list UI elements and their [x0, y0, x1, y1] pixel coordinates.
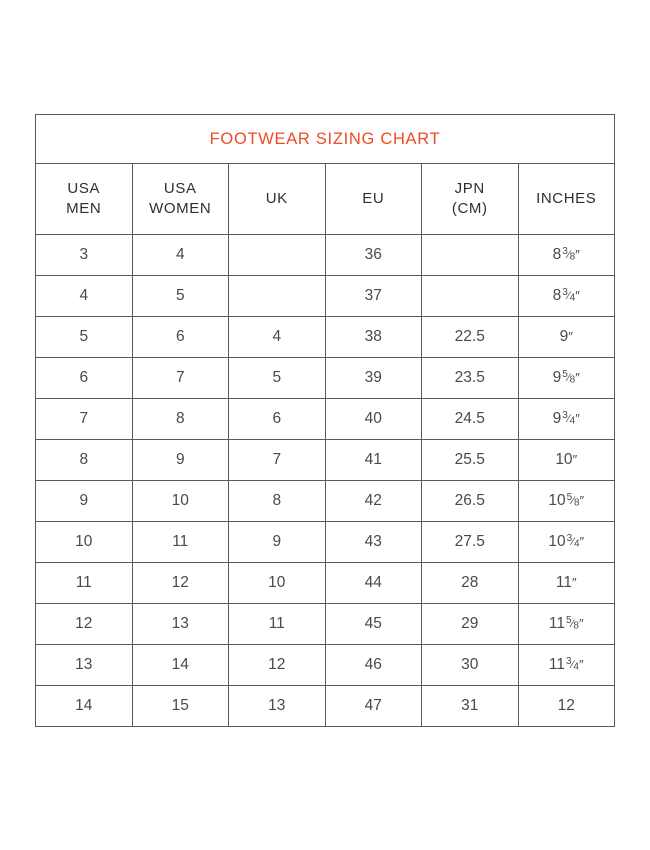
- inches-fraction-denominator: 8: [573, 620, 579, 632]
- cell-uk: 7: [229, 440, 326, 481]
- cell-inches: [518, 481, 615, 522]
- cell-usa-women: 14: [132, 645, 229, 686]
- table-row: [36, 563, 615, 604]
- column-header-4: [325, 164, 422, 235]
- cell-usa-men: 11: [36, 563, 133, 604]
- cell-usa-women: 8: [132, 399, 229, 440]
- inches-fraction-denominator: 4: [573, 538, 580, 550]
- sizing-table-body: [36, 115, 615, 727]
- table-row: [36, 399, 615, 440]
- cell-jpn: 30: [422, 645, 519, 686]
- cell-jpn: 27.5: [422, 522, 519, 563]
- fraction-slash-icon: ⁄: [572, 536, 574, 548]
- table-row: [36, 276, 615, 317]
- cell-eu: 46: [325, 645, 422, 686]
- inches-whole: 8: [552, 246, 562, 263]
- inch-mark: ″: [579, 534, 585, 549]
- chart-title: FOOTWEAR SIZING CHART: [36, 115, 615, 164]
- inches-fraction: [567, 493, 580, 508]
- inches-whole: 10: [548, 533, 566, 550]
- column-header-3: [229, 164, 326, 235]
- cell-inches: [518, 686, 615, 727]
- cell-inches: [518, 399, 615, 440]
- cell-usa-women: 15: [132, 686, 229, 727]
- inches-whole: 11: [548, 615, 565, 632]
- cell-eu: 38: [325, 317, 422, 358]
- fraction-slash-icon: ⁄: [567, 290, 570, 302]
- cell-usa-men: 14: [36, 686, 133, 727]
- cell-usa-men: 12: [36, 604, 133, 645]
- cell-usa-men: 3: [36, 235, 133, 276]
- inch-mark: ″: [568, 329, 573, 344]
- cell-usa-men: 13: [36, 645, 133, 686]
- column-header-5: [422, 164, 519, 235]
- cell-uk: 5: [229, 358, 326, 399]
- inches-fraction-numerator: 3: [566, 655, 572, 667]
- column-header-line1: UK: [265, 189, 288, 207]
- column-header-line2: (CM): [451, 200, 488, 217]
- inch-mark: ″: [575, 411, 580, 426]
- inches-fraction-numerator: 5: [566, 614, 572, 626]
- inches-whole: 9: [559, 328, 569, 345]
- inches-fraction-denominator: 4: [569, 292, 576, 304]
- column-header-line1: JPN: [454, 179, 485, 197]
- inch-mark: ″: [575, 288, 580, 303]
- cell-inches: [518, 276, 615, 317]
- cell-eu: 36: [325, 235, 422, 276]
- cell-inches: [518, 563, 615, 604]
- inches-fraction-numerator: 5: [566, 491, 573, 503]
- cell-eu: 42: [325, 481, 422, 522]
- inches-whole: 11: [548, 656, 565, 673]
- inches-whole: 10: [548, 492, 566, 509]
- inches-fraction-numerator: 5: [562, 368, 568, 380]
- cell-usa-men: 7: [36, 399, 133, 440]
- cell-jpn: 23.5: [422, 358, 519, 399]
- inches-fraction-denominator: 8: [569, 251, 576, 263]
- cell-usa-women: 10: [132, 481, 229, 522]
- inch-mark: ″: [575, 247, 580, 262]
- column-header-line2: MEN: [66, 200, 102, 217]
- inches-whole: 10: [555, 451, 573, 468]
- cell-inches: [518, 358, 615, 399]
- cell-inches: [518, 522, 615, 563]
- cell-uk: 13: [229, 686, 326, 727]
- inches-fraction-denominator: 8: [569, 374, 576, 386]
- column-header-line1: USA: [163, 179, 197, 197]
- cell-usa-men: 6: [36, 358, 133, 399]
- inches-fraction-numerator: 3: [562, 286, 568, 298]
- cell-eu: 47: [325, 686, 422, 727]
- cell-eu: 41: [325, 440, 422, 481]
- cell-uk: 6: [229, 399, 326, 440]
- fraction-slash-icon: ⁄: [572, 495, 574, 507]
- cell-usa-women: 11: [132, 522, 229, 563]
- cell-uk: 4: [229, 317, 326, 358]
- cell-eu: 39: [325, 358, 422, 399]
- inches-fraction: [562, 247, 575, 262]
- inches-fraction: [566, 616, 579, 631]
- column-header-line2: WOMEN: [149, 200, 212, 217]
- cell-jpn: 24.5: [422, 399, 519, 440]
- inches-fraction: [567, 534, 580, 549]
- inches-fraction-numerator: 3: [566, 532, 573, 544]
- cell-eu: 44: [325, 563, 422, 604]
- table-row: [36, 440, 615, 481]
- table-row: [36, 522, 615, 563]
- cell-uk: 9: [229, 522, 326, 563]
- title-row: [36, 115, 615, 164]
- cell-inches: [518, 317, 615, 358]
- fraction-slash-icon: ⁄: [567, 413, 570, 425]
- cell-eu: 40: [325, 399, 422, 440]
- cell-usa-women: 6: [132, 317, 229, 358]
- cell-eu: 45: [325, 604, 422, 645]
- cell-usa-women: 5: [132, 276, 229, 317]
- fraction-slash-icon: ⁄: [567, 249, 570, 261]
- cell-usa-women: 12: [132, 563, 229, 604]
- inches-fraction-denominator: 4: [569, 415, 576, 427]
- cell-eu: 43: [325, 522, 422, 563]
- table-row: [36, 235, 615, 276]
- column-header-line1: USA: [67, 179, 101, 197]
- column-header-2: [132, 164, 229, 235]
- cell-jpn: 26.5: [422, 481, 519, 522]
- inches-fraction: [566, 657, 579, 672]
- inch-mark: ″: [578, 657, 584, 672]
- inches-fraction: [562, 411, 575, 426]
- fraction-slash-icon: ⁄: [567, 372, 570, 384]
- inches-fraction-numerator: 3: [562, 409, 568, 421]
- inches-whole: 9: [552, 369, 562, 386]
- cell-usa-men: 9: [36, 481, 133, 522]
- table-header-row: [36, 164, 615, 235]
- fraction-slash-icon: ⁄: [571, 618, 574, 630]
- cell-uk: [229, 235, 326, 276]
- column-header-6: [518, 164, 615, 235]
- table-row: [36, 317, 615, 358]
- cell-usa-women: 13: [132, 604, 229, 645]
- cell-uk: [229, 276, 326, 317]
- inches-whole: 8: [552, 287, 562, 304]
- fraction-slash-icon: ⁄: [571, 659, 574, 671]
- table-row: [36, 358, 615, 399]
- inch-mark: ″: [575, 370, 580, 385]
- cell-usa-women: 4: [132, 235, 229, 276]
- inches-whole: 11: [555, 574, 572, 591]
- cell-jpn: 28: [422, 563, 519, 604]
- cell-usa-men: 10: [36, 522, 133, 563]
- cell-usa-men: 8: [36, 440, 133, 481]
- inch-mark: ″: [578, 616, 584, 631]
- cell-jpn: 22.5: [422, 317, 519, 358]
- inch-mark: ″: [572, 452, 578, 467]
- cell-jpn: 29: [422, 604, 519, 645]
- inches-whole: 12: [557, 697, 575, 714]
- cell-uk: 8: [229, 481, 326, 522]
- column-header-line1: INCHES: [536, 189, 597, 207]
- inches-whole: 9: [552, 410, 562, 427]
- table-row: [36, 604, 615, 645]
- cell-uk: 10: [229, 563, 326, 604]
- cell-usa-men: 5: [36, 317, 133, 358]
- cell-inches: [518, 604, 615, 645]
- inch-mark: ″: [579, 493, 585, 508]
- column-header-1: [36, 164, 133, 235]
- cell-jpn: [422, 276, 519, 317]
- inch-mark: ″: [571, 575, 577, 590]
- cell-jpn: 25.5: [422, 440, 519, 481]
- cell-usa-women: 7: [132, 358, 229, 399]
- cell-inches: [518, 235, 615, 276]
- column-header-line1: EU: [362, 189, 385, 207]
- table-row: [36, 686, 615, 727]
- cell-uk: 12: [229, 645, 326, 686]
- inches-fraction: [562, 288, 575, 303]
- sizing-table: [35, 114, 615, 727]
- cell-inches: [518, 645, 615, 686]
- cell-usa-men: 4: [36, 276, 133, 317]
- footwear-sizing-chart: [35, 114, 615, 727]
- cell-uk: 11: [229, 604, 326, 645]
- cell-eu: 37: [325, 276, 422, 317]
- cell-usa-women: 9: [132, 440, 229, 481]
- table-row: [36, 645, 615, 686]
- cell-jpn: 31: [422, 686, 519, 727]
- inches-fraction: [562, 370, 575, 385]
- inches-fraction-numerator: 3: [562, 245, 568, 257]
- cell-jpn: [422, 235, 519, 276]
- table-row: [36, 481, 615, 522]
- inches-fraction-denominator: 4: [573, 661, 579, 673]
- cell-inches: [518, 440, 615, 481]
- inches-fraction-denominator: 8: [573, 497, 580, 509]
